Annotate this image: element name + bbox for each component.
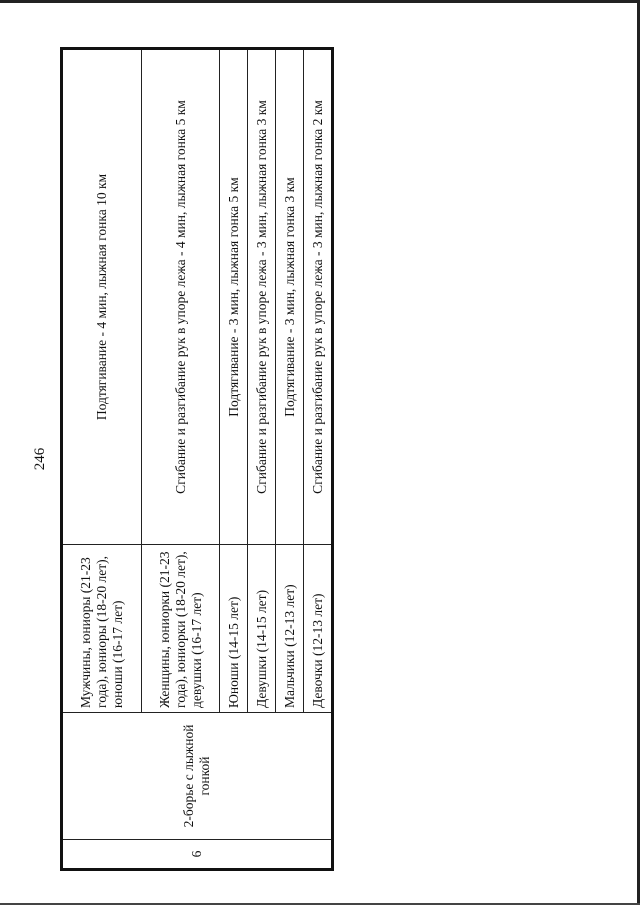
page-number: 246 [32, 447, 48, 471]
category-cell: Мужчины, юниоры (21-23 года), юниоры (18-20 лет), юноши (16-17 лет) [62, 545, 142, 713]
sport-name-cell: 2-борье с лыжной гонкой [62, 713, 333, 840]
category-cell: Мальчики (12-13 лет) [276, 545, 304, 713]
row-number-cell: 6 [62, 840, 333, 870]
requirement-cell: Сгибание и разгибание рук в упоре лежа - 4 мин, лыжная гонка 5 км [142, 49, 220, 545]
table-row [62, 49, 142, 870]
requirement-cell: Подтягивание - 3 мин, лыжная гонка 3 км [276, 49, 304, 545]
category-cell: Женщины, юниорки (21-23 года), юниорки (18-20 лет), девушки (16-17 лет) [142, 545, 220, 713]
rotated-sheet [32, 47, 331, 871]
category-cell: Девушки (14-15 лет) [248, 545, 276, 713]
requirement-cell: Подтягивание - 4 мин, лыжная гонка 10 км [62, 49, 142, 545]
standards-table [60, 47, 334, 871]
category-cell: Девочки (12-13 лет) [304, 545, 333, 713]
requirement-cell: Сгибание и разгибание рук в упоре лежа - 3 мин, лыжная гонка 2 км [304, 49, 333, 545]
requirement-cell: Сгибание и разгибание рук в упоре лежа - 3 мин, лыжная гонка 3 км [248, 49, 276, 545]
requirement-cell: Подтягивание - 3 мин, лыжная гонка 5 км [220, 49, 248, 545]
page-border-top [0, 0, 640, 3]
category-cell: Юноши (14-15 лет) [220, 545, 248, 713]
